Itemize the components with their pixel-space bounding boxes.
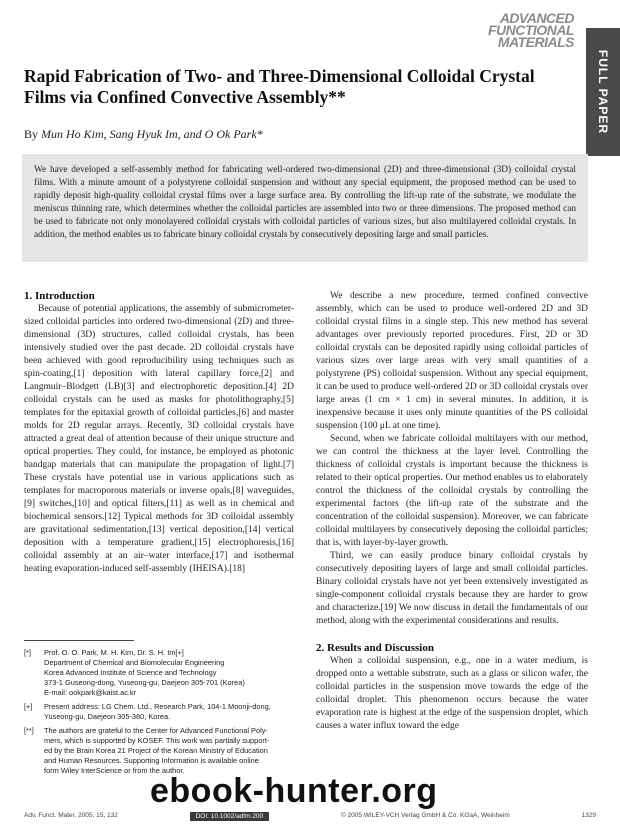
author-names: Mun Ho Kim, Sang Hyuk Im, and O Ok Park*: [41, 127, 263, 141]
footnotes: [24, 648, 294, 780]
author-line: [24, 127, 263, 142]
section-tab: [586, 28, 620, 156]
right-paragraph-3: Third, we can easily produce binary colloidal crystals by consecutively depositing layers of large and small colloidal particles. Binary colloidal crystals have not yet been extensively investigated as single-component colloidal crystals because they are harder to grow and characterize.[19] We now discuss in detail the fundamentals of our method, along with the experimental considerations and results.: [316, 551, 588, 626]
right-column: [316, 290, 588, 733]
journal-logo-line2: FUNCTIONAL: [488, 22, 574, 38]
abstract-text: We have developed a self-assembly method for fabricating well-ordered two-dimensional (2D) and three-dimensional (3D) colloidal crystal films. With a minute amount of a polystyrene colloidal suspension and without any special equipment, the proposed method can be used to rapidly deposit high-quality colloidal crystal films over a large surface area. By controlling the lift-up rate of the substrate, we modulate the meniscus thinning rate, which determines whether the colloidal particles are assembled into two or three dimensions. The proposed method can be used to fabricate not only monolayered colloidal crystals with colloidal particles of various sizes, but also multilayered colloidal crystals. In addition, the method enables us to fabricate binary colloidal crystals by consecutively depositing large and small particles.: [34, 165, 576, 240]
footnote-divider: [24, 640, 134, 641]
left-column: [24, 290, 294, 576]
footer-citation: Adv. Funct. Mater. 2005, 15, 132: [24, 812, 118, 819]
intro-paragraph: Because of potential applications, the assembly of submicrometer-sized colloidal particles into ordered two-dimensional (2D) and three-dimensional (3D) structures, called colloidal crystals, has been intensively studied over the past decade. 2D colloidal crystals have been achieved with good reproducibility using techniques such as spin-coating,[1] deposition with lateral capillary force,[2] and Langmuir–Blodgett (LB)[3] and electrophoretic deposition.[4] 2D colloidal crystals can be used as masks for photolithography,[5] templates for the epitaxial growth of colloidal particles,[6] and master molds for 2D regular arrays. Recently, 3D colloidal crystals have attracted a great deal of attention because of their unique structure and optical properties. They could, for instance, be employed as photonic bandgap materials that can manipulate the propagation of light.[7] These crystals have potential use in various applications such as templates for macroporous materials or inverse opals,[8] waveguides,[9] switches,[10] and optical filters,[11] as well as in chemical and biochemical sensors.[12] Typical methods for 3D colloidal assembly are gravitational sedimentation,[13] vertical deposition,[14] vertical deposition with a temperature gradient,[15] electrophoresis,[16] colloidal assembly at an air–water interface,[17] and isothermal heating evaporation-induced self-assembly (IHEISA).[18]: [24, 304, 294, 574]
results-heading: 2. Results and Discussion: [316, 642, 434, 654]
footnote-present-address: [+] Present address: LG Chem. Ltd., Research Park, 104-1 Moonji-dong, Yuseong-gu, Daejeon 305-380, Korea.: [24, 702, 271, 721]
authors-prefix: By: [24, 127, 42, 141]
journal-logo: [488, 12, 574, 48]
footer-doi: DOI: 10.1002/adfm.200: [190, 812, 270, 821]
article-title: Rapid Fabrication of Two- and Three-Dimensional Colloidal Crystal Films via Confined Convective Assembly**: [24, 66, 535, 107]
abstract-box: [22, 154, 588, 262]
footer-page-number: 1329: [581, 812, 596, 819]
footnote-email: E-mail: ookpark@kaist.ac.kr: [44, 688, 137, 697]
right-paragraph-2: Second, when we fabricate colloidal multilayers with our method, we can control the thickness at the layer level. Controlling the thickness of colloidal crystals is important because the thickness is related to their optical properties. Our method enables us to elaborately control the thickness of the colloidal crystals by controlling the experimental factors (the lift-up rate of the substrate and the concentration of the colloidal suspension). Moreover, we can fabricate colloidal multilayers by consecutively deposing the colloidal particles; that is, with layer-by-layer growth.: [316, 434, 588, 548]
right-paragraph-1: We describe a new procedure, termed confined convective assembly, which can be used to produce well-ordered 2D and 3D colloidal crystal films in a single step. This new method has several advantages over previously reported procedures. First, 2D or 3D colloidal crystals can be deposited rapidly using colloidal particles of various sizes over large areas with very small quantities of a polystyrene (PS) colloidal suspension. Without any special equipment, it can be used to produce well-ordered 2D or 3D colloidal crystals over large areas (1 cm × 1 cm) in several minutes. In addition, it is inexpensive because it uses only minute quantities of the PS colloidal suspension (100 μL at one time).: [316, 291, 588, 431]
footnote-acknowledgement: [**] The authors are grateful to the Center for Advanced Functional Poly- mers, which is supported by KOSEF. This work was partially support- ed by the Brain Korea 21 Project of the Korean Ministry of Education and Human Resources. Supporting Information is available online form Wiley InterScience or from the author.: [24, 726, 270, 775]
section-tab-label: FULL PAPER: [596, 49, 610, 135]
watermark-text: ebook-hunter.org: [150, 772, 438, 810]
results-paragraph: When a colloidal suspension, e.g., one in a water medium, is dropped onto a wettable substrate, such as a glass or silicon wafer, the colloidal particles in the suspension move towards the edge of the colloidal droplet. This phenomenon occurs because the water evaporation rate is highest at the edge of the suspension droplet, which causes a water influx toward the edge: [316, 656, 588, 731]
footer-copyright: © 2005 WILEY-VCH Verlag GmbH & Co. KGaA, Weinheim: [340, 812, 510, 819]
intro-heading: 1. Introduction: [24, 290, 95, 302]
journal-logo-line3: MATERIALS: [497, 34, 574, 50]
page-footer: [24, 812, 596, 821]
footnote-affiliation: [*] Prof. O. O. Park, M. H. Kim, Dr. S. H. Im[+] Department of Chemical and Biomolecular Engineering Korea Advanced Institute of Science and Technology 373-1 Guseong-dong, Yuseong-gu, Daejeon 305-701 (Korea) E-mail: ookpark@kaist.ac.kr: [24, 648, 245, 697]
journal-logo-line1: ADVANCED: [499, 10, 574, 26]
